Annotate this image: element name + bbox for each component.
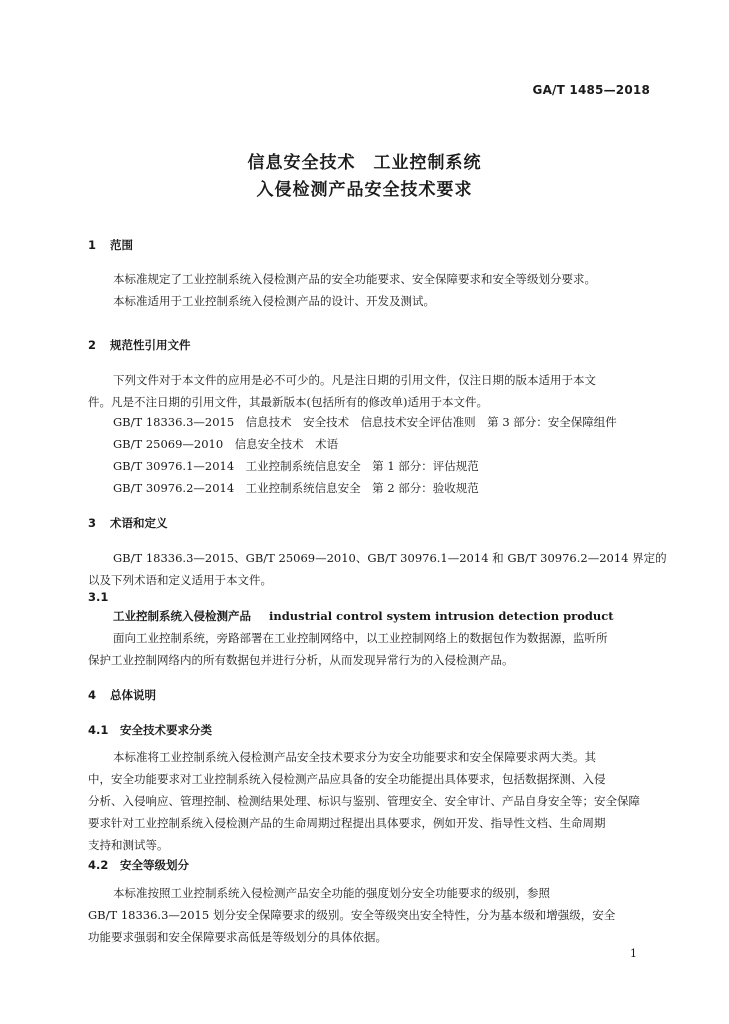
title-line-2: 入侵检测产品安全技术要求 (256, 180, 473, 200)
section-title: 总体说明 (110, 688, 156, 702)
subsection-number: 4.2 (88, 858, 109, 872)
section-2-heading (88, 337, 191, 353)
reference-item: GB/T 30976.1—2014 工业控制系统信息安全 第 1 部分：评估规范 (113, 459, 479, 473)
section-title: 规范性引用文件 (110, 338, 191, 352)
title-line-1: 信息安全技术 工业控制系统 (247, 153, 482, 173)
section-3-intro-line-1: GB/T 18336.3—2015、GB/T 25069—2010、GB/T 30976.1—2014 和 GB/T 30976.2—2014 界定的 (113, 551, 667, 565)
section-title: 术语和定义 (110, 516, 168, 530)
term-definition-line-1: 面向工业控制系统，旁路部署在工业控制网络中，以工业控制网络上的数据包作为数据源，监听所 (113, 631, 608, 645)
section-1-para-1: 本标准规定了工业控制系统入侵检测产品的安全功能要求、安全保障要求和安全等级划分要求。 (113, 272, 596, 286)
page-number: 1 (630, 947, 637, 960)
section-2-intro-line-1: 下列文件对于本文件的应用是必不可少的。凡是注日期的引用文件，仅注日期的版本适用于本文 (113, 373, 596, 387)
section-title: 范围 (110, 238, 133, 252)
subsection-4-1-line: 支持和测试等。 (88, 838, 169, 852)
section-number: 1 (88, 238, 97, 252)
subsection-4-1-line: 要求针对工业控制系统入侵检测产品的生命周期过程提出具体要求，例如开发、指导性文档、生命周期 (88, 816, 606, 830)
term-chinese: 工业控制系统入侵检测产品 (113, 609, 251, 623)
subsection-3-1-number (88, 590, 108, 604)
section-2-intro-line-2: 件。凡是不注日期的引用文件，其最新版本(包括所有的修改单)适用于本文件。 (88, 395, 488, 409)
subsection-4-1-line: 分析、入侵响应、管理控制、检测结果处理、标识与鉴别、管理安全、安全审计、产品自身安全等；安全保障 (88, 794, 640, 808)
section-4-heading (88, 687, 156, 703)
subsection-4-2-line: GB/T 18336.3—2015 划分安全保障要求的级别。安全等级突出安全特性，分为基本级和增强级，安全 (88, 908, 616, 922)
subsection-title: 安全等级划分 (120, 858, 189, 872)
reference-item: GB/T 30976.2—2014 工业控制系统信息安全 第 2 部分：验收规范 (113, 481, 479, 495)
section-3-heading (88, 515, 168, 531)
subsection-4-2-heading (88, 857, 189, 873)
section-3-intro-line-2: 以及下列术语和定义适用于本文件。 (88, 573, 272, 587)
subsection-4-1-line: 中，安全功能要求对工业控制系统入侵检测产品应具备的安全功能提出具体要求，包括数据探测、入侵 (88, 772, 606, 786)
section-1-heading (88, 237, 133, 253)
section-number: 2 (88, 338, 97, 352)
section-number: 3 (88, 516, 97, 530)
section-number: 4 (88, 688, 97, 702)
subsection-4-2-line: 本标准按照工业控制系统入侵检测产品安全功能的强度划分安全功能要求的级别，参照 (113, 886, 550, 900)
term-definition-line-2: 保护工业控制网络内的所有数据包并进行分析，从而发现异常行为的入侵检测产品。 (88, 653, 514, 667)
standard-code: GA/T 1485—2018 (532, 83, 650, 97)
subsection-4-1-heading (88, 722, 212, 738)
subsection-number: 4.1 (88, 723, 109, 737)
subsection-title: 安全技术要求分类 (120, 723, 212, 737)
subsection-number: 3.1 (88, 590, 109, 604)
reference-item: GB/T 25069—2010 信息安全技术 术语 (113, 437, 339, 451)
subsection-4-1-line: 本标准将工业控制系统入侵检测产品安全技术要求分为安全功能要求和安全保障要求两大类。其 (113, 750, 596, 764)
reference-item: GB/T 18336.3—2015 信息技术 安全技术 信息技术安全评估准则 第 3 部分：安全保障组件 (113, 415, 617, 429)
term-english: industrial control system intrusion detection product (269, 609, 614, 623)
subsection-4-2-line: 功能要求强弱和安全保障要求高低是等级划分的具体依据。 (88, 930, 387, 944)
section-1-para-2: 本标准适用于工业控制系统入侵检测产品的设计、开发及测试。 (113, 294, 435, 308)
term-entry (113, 608, 614, 624)
